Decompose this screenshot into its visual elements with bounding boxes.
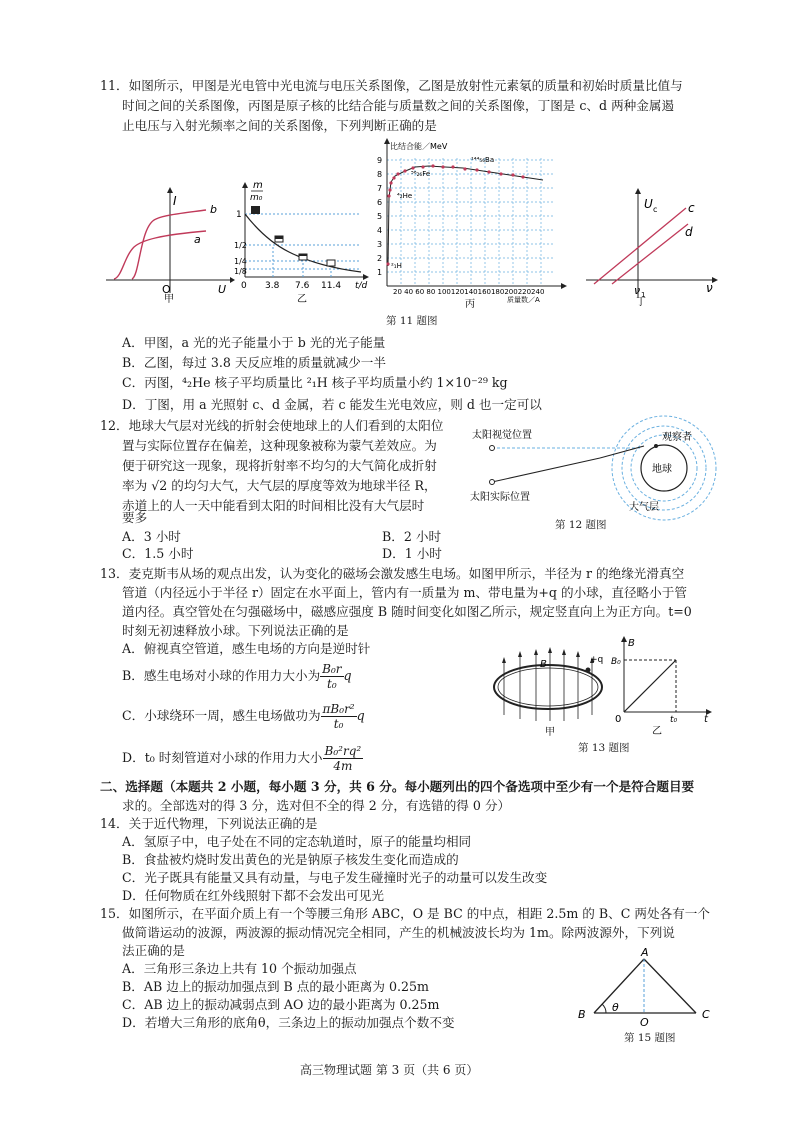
jia-caption: 甲 bbox=[164, 294, 174, 305]
q13-d-den: 4m bbox=[333, 759, 353, 773]
q12-actual-label: 太阳实际位置 bbox=[470, 492, 530, 503]
bing-tick-1: 1 bbox=[377, 268, 383, 277]
q11-option-a: A．甲图，a 光的光子能量小于 b 光的光子能量 bbox=[122, 335, 386, 350]
q12-stem-line6: 要多 bbox=[122, 510, 148, 525]
bing-tick-3: 3 bbox=[377, 240, 383, 249]
bing-tick-4: 4 bbox=[377, 226, 383, 235]
ding-caption: 丁 bbox=[636, 297, 646, 308]
q13-yi-B0: B₀ bbox=[611, 657, 621, 667]
q11-stem-line3: 止电压与入射光频率之间的关系图像，下列判断正确的是 bbox=[122, 118, 437, 133]
bing-y-label: 比结合能／MeV bbox=[390, 142, 448, 151]
q11-option-c: C．丙图，⁴₂He 核子平均质量比 ²₁H 核子平均质量小约 1×10⁻²⁹ kg bbox=[122, 375, 508, 390]
q13-figure-yi bbox=[612, 636, 712, 736]
q15-label-B: B bbox=[578, 1008, 586, 1021]
q13-option-d-text: D．t₀ 时刻管道对小球的作用力大小 bbox=[122, 750, 323, 765]
q15-figure-caption: 第 15 题图 bbox=[624, 1032, 676, 1044]
ding-nu1: ν bbox=[634, 284, 641, 297]
bing-tick-7: 7 bbox=[377, 184, 383, 193]
q13-option-b-text: B．感生电场对小球的作用力大小为 bbox=[122, 668, 321, 683]
q13-jia-q: +q bbox=[590, 655, 604, 665]
q12-apparent-label: 太阳视觉位置 bbox=[472, 430, 532, 441]
jia-x-label: U bbox=[218, 283, 227, 296]
q13-d-num: B₀²rq² bbox=[324, 744, 362, 758]
yi-x-114: 11.4 bbox=[321, 281, 342, 291]
q13-yi-B: B bbox=[628, 638, 635, 649]
jia-curve-a: a bbox=[194, 233, 201, 246]
page-footer: 高三物理试题 第 3 页（共 6 页） bbox=[300, 1063, 479, 1077]
q12-stem-line5: 赤道上的人一天中能看到太阳的时间相比没有大气层时 bbox=[122, 498, 425, 513]
ding-x-label: ν bbox=[706, 281, 713, 295]
q12-option-b: B．2 小时 bbox=[382, 529, 442, 544]
ding-y-sub: c bbox=[653, 205, 658, 214]
q15-label-C: C bbox=[702, 1008, 710, 1021]
q13-figure-caption: 第 13 题图 bbox=[578, 742, 630, 754]
q13-stem-line3: 道内径。真空管处在匀强磁场中，磁感应强度 B 随时间变化如图乙所示，规定竖直向上为正方向。t=0 bbox=[122, 604, 692, 619]
q15-option-b: B．AB 边上的振动加强点到 B 点的最小距离为 0.25m bbox=[122, 979, 429, 994]
section2-heading-line2: 求的。全部选对的得 3 分，选对但不全的得 2 分，有选错的得 0 分） bbox=[122, 798, 511, 813]
ding-y-label: U bbox=[644, 197, 653, 211]
q13-c-num: πB₀r² bbox=[322, 702, 355, 716]
q12-option-a: A．3 小时 bbox=[122, 529, 181, 544]
q15-option-d: D．若增大三角形的底角θ，三条边上的振动加强点个数不变 bbox=[122, 1015, 455, 1030]
q13-yi-caption: 乙 bbox=[652, 726, 662, 737]
jia-origin: O bbox=[162, 283, 171, 296]
q13-stem-line2: 管道（内径远小于半径 r）固定在水平面上，管内有一质量为 m、带电量为+q 的小球，直径略小于管 bbox=[122, 585, 687, 600]
q12-figure-caption: 第 12 题图 bbox=[555, 519, 607, 531]
q11-figure-jia bbox=[100, 185, 235, 303]
q14-option-a: A．氢原子中，电子处在不同的定态轨道时，原子的能量均相同 bbox=[122, 834, 472, 849]
bing-caption: 丙 bbox=[465, 299, 475, 310]
bing-tick-5: 5 bbox=[377, 212, 383, 221]
bing-x-ticks: 20 40 60 80 100120140160180200220240 bbox=[393, 288, 545, 296]
q15-label-O: O bbox=[640, 1016, 649, 1029]
q13-option-d bbox=[122, 742, 363, 774]
q14-option-c: C．光子既具有能量又具有动量，与电子发生碰撞时光子的动量可以发生改变 bbox=[122, 870, 548, 885]
yi-tick-half: 1/2 bbox=[234, 241, 247, 250]
q13-figure-jia bbox=[490, 645, 615, 737]
q11-stem-line1: 11．如图所示，甲图是光电管中光电流与电压关系图像，乙图是放射性元素氡的质量和初始时质量比值与 bbox=[100, 78, 683, 93]
q13-b-num: B₀r bbox=[322, 662, 342, 676]
bing-tick-8: 8 bbox=[377, 170, 383, 179]
q11-figure-yi bbox=[233, 180, 373, 305]
q11-option-b: B．乙图，每过 3.8 天反应堆的质量就减少一半 bbox=[122, 355, 386, 370]
q11-figure-ding bbox=[582, 188, 722, 306]
yi-x-label: t/d bbox=[355, 281, 368, 291]
q13-b-den: t₀ bbox=[327, 677, 337, 691]
q13-option-b-frac bbox=[320, 662, 343, 691]
q11-figure-bing bbox=[373, 138, 573, 310]
q13-stem-line1: 13．麦克斯韦从场的观点出发，认为变化的磁场会激发感生电场。如图甲所示，半径为 r 的绝缘光滑真空 bbox=[100, 566, 685, 581]
yi-tick-quarter: 1/4 bbox=[234, 257, 247, 266]
q13-option-d-frac bbox=[323, 744, 364, 773]
q12-earth-label: 地球 bbox=[652, 464, 672, 475]
q14-option-d: D．任何物质在红外线照射下都不会发出可见光 bbox=[122, 888, 384, 903]
q12-stem-line1: 12．地球大气层对光线的折射会使地球上的人们看到的太阳位 bbox=[100, 418, 444, 433]
q12-stem-line2: 置与实际位置存在偏差，这种现象被称为蒙气差效应。为 bbox=[122, 438, 437, 453]
section2-heading-line1: 二、选择题（本题共 2 小题，每小题 3 分，共 6 分。每小题列出的四个备选项中至少有一个是符合题目要 bbox=[100, 779, 695, 794]
q15-option-c: C．AB 边上的振动减弱点到 AO 边的最小距离为 0.25m bbox=[122, 997, 440, 1012]
q14-stem: 14．关于近代物理，下列说法正确的是 bbox=[100, 816, 318, 831]
q12-stem-line4: 率为 √2 的均匀大气，大气层的厚度等效为地球半径 R， bbox=[122, 478, 437, 493]
bing-tick-2: 2 bbox=[377, 254, 383, 263]
bing-x-label: 质量数／A bbox=[507, 296, 540, 304]
bing-fe-label: ⁵⁶₂₆Fe bbox=[411, 170, 431, 178]
q12-figure bbox=[462, 420, 722, 520]
q13-c-den: t₀ bbox=[333, 717, 344, 731]
q13-b-post: q bbox=[343, 668, 352, 683]
q13-yi-t: t bbox=[704, 714, 708, 725]
q13-c-post: q bbox=[356, 708, 365, 723]
q12-observer-label: 观察者 bbox=[662, 432, 692, 443]
yi-tick-eighth: 1/8 bbox=[234, 267, 247, 276]
q13-option-c-text: C．小球绕环一周，感生电场做功为 bbox=[122, 708, 321, 723]
yi-y-den: m₀ bbox=[250, 193, 263, 203]
q13-jia-B: B bbox=[540, 659, 547, 670]
yi-y-num: m bbox=[253, 180, 263, 191]
bing-ba-label: ¹⁴⁴₅₆Ba bbox=[471, 156, 495, 164]
q15-label-A: A bbox=[641, 946, 649, 959]
q15-stem-line3: 法正确的是 bbox=[122, 943, 185, 958]
q15-stem-line1: 15．如图所示，在平面介质上有一个等腰三角形 ABC，O 是 BC 的中点，相距 2.5m 的 B、C 两处各有一个 bbox=[100, 906, 710, 921]
q15-stem-line2: 做简谐运动的波源，两波源的振动情况完全相同，产生的机械波波长均为 1m。除两波源外，下列说 bbox=[122, 925, 675, 940]
yi-caption: 乙 bbox=[297, 294, 307, 305]
q12-option-d: D．1 小时 bbox=[382, 546, 442, 561]
bing-tick-9: 9 bbox=[377, 156, 383, 165]
jia-curve-b: b bbox=[210, 203, 217, 216]
q13-option-b bbox=[122, 660, 352, 692]
ding-nu1-sub: 1 bbox=[641, 291, 646, 299]
q13-jia-caption: 甲 bbox=[545, 727, 555, 738]
q11-option-d: D．丁图，用 a 光照射 c、d 金属，若 c 能发生光电效应，则 d 也一定可以 bbox=[122, 397, 542, 412]
q13-yi-origin: 0 bbox=[615, 714, 622, 725]
q13-option-c bbox=[122, 700, 365, 732]
q11-stem-line2: 时间之间的关系图像，丙图是原子核的比结合能与质量数之间的关系图像，丁图是 c、d 两种金属遏 bbox=[122, 98, 675, 113]
q12-atmosphere-label: 大气层 bbox=[629, 502, 659, 513]
q15-label-theta: θ bbox=[612, 1001, 619, 1014]
jia-y-label: I bbox=[173, 194, 177, 208]
q15-option-a: A．三角形三条边上共有 10 个振动加强点 bbox=[122, 961, 357, 976]
q15-figure bbox=[572, 945, 722, 1027]
q12-option-c: C．1.5 小时 bbox=[122, 546, 194, 561]
q13-yi-t0: t₀ bbox=[670, 715, 678, 725]
q14-option-b: B．食盐被灼烧时发出黄色的光是钠原子核发生变化而造成的 bbox=[122, 852, 459, 867]
yi-tick-1: 1 bbox=[236, 210, 242, 220]
bing-he-label: ⁴₂He bbox=[397, 192, 413, 200]
q13-stem-line4: 时刻无初速释放小球。下列说法正确的是 bbox=[122, 623, 349, 638]
q12-stem-line3: 便于研究这一现象，现将折射率不均匀的大气简化成折射 bbox=[122, 458, 437, 473]
q13-option-a: A．俯视真空管道，感生电场的方向是逆时针 bbox=[122, 641, 371, 656]
bing-tick-6: 6 bbox=[377, 198, 383, 207]
yi-x-0: 0 bbox=[241, 281, 247, 291]
q11-figure-caption: 第 11 题图 bbox=[386, 315, 438, 327]
ding-line-d: d bbox=[685, 225, 693, 239]
ding-line-c: c bbox=[688, 201, 695, 215]
bing-h-label: ²₁H bbox=[391, 262, 402, 270]
yi-x-76: 7.6 bbox=[295, 281, 310, 291]
q13-option-c-frac bbox=[321, 702, 357, 731]
yi-x-38: 3.8 bbox=[265, 281, 280, 291]
